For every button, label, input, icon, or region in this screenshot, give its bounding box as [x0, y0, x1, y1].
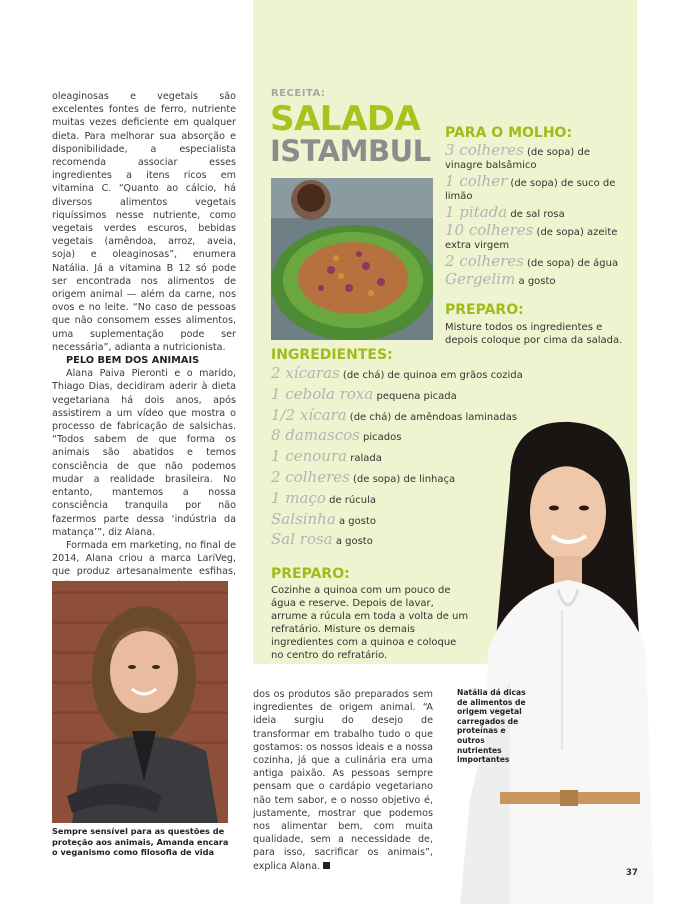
- list-item: 1 cebola roxa pequena picada: [271, 384, 457, 403]
- recipe-title-line2: ISTAMBUL: [270, 134, 431, 168]
- list-item: 1 cenoura ralada: [271, 447, 382, 466]
- preparation-heading: PREPARO:: [271, 566, 350, 582]
- recipe-label: RECEITA:: [271, 88, 326, 99]
- photo-caption: Sempre sensível para as questões de proteção aos animais, Amanda encara o veganismo como filosofia de vida: [52, 826, 229, 857]
- photo-caption: Natália dá dicas de alimentos de origem vegetal carregados de proteínas e outros nutrientes importantes: [457, 688, 526, 765]
- preparation-text: Cozinhe a quinoa com um pouco de água e reserve. Depois de lavar, arrume a rúcula em toda a volta de um refratário. Misture os demais ingredientes com a quinoa e coloque no centro do refratário.: [271, 585, 469, 661]
- list-item: Salsinha a gosto: [271, 509, 376, 528]
- photo-alana: [52, 581, 228, 823]
- list-item: 1 pitada de sal rosa: [445, 203, 565, 221]
- article-paragraph: oleaginosas e vegetais são excelentes fontes de ferro, nutriente muitas vezes deficiente em qualquer dieta. Para melhorar sua absorção e disponibilidade, a especialista recomenda associar esses ingredientes a itens ricos em vitamina C. “Quanto ao cálcio, há diversos alimentos vegetais riquíssimos nesse nutriente, como vegetais verdes escuros, bebidas vegetais (amêndoa, arroz, aveia, soja) e oleaginosas”, enumera Natália. Já a vitamina B 12 só pode ser encontrada nos alimentos de origem animal — além da carne, nos ovos e no leite. “No caso de pessoas que não consomem esses alimentos, uma suplementação pode ser necessária”, adianta a nutricionista.: [52, 91, 236, 353]
- list-item: 2 xícaras (de chá) de quinoa em grãos cozida: [271, 364, 523, 382]
- list-item: 10 colheres (de sopa) azeite extra virgem: [445, 221, 618, 251]
- list-item: 1 colher (de sopa) de suco de limão: [445, 172, 616, 202]
- list-item: 2 colheres (de sopa) de linhaça: [271, 467, 456, 486]
- recipe-title-line1: SALADA: [270, 99, 421, 139]
- list-item: Gergelim a gosto: [445, 270, 556, 288]
- list-item: 1/2 xícara (de chá) de amêndoas laminadas: [271, 405, 518, 424]
- list-item: 2 colheres (de sopa) de água: [445, 252, 619, 270]
- list-item: Sal rosa a gosto: [271, 530, 373, 549]
- page-number: 37: [626, 868, 638, 878]
- list-item: 3 colheres (de sopa) de vinagre balsâmico: [445, 141, 590, 171]
- preparation-heading: PREPARO:: [445, 302, 524, 318]
- list-item: 8 damascos picados: [271, 426, 402, 445]
- end-of-article-icon: [323, 862, 330, 869]
- sauce-heading: PARA O MOLHO:: [445, 125, 573, 141]
- list-item: 1 maço de rúcula: [271, 488, 376, 507]
- article-paragraph: Formada em marketing, no final de 2014, Alana criou a marca LariVeg, que produz artesanalmente esfihas,: [52, 539, 236, 578]
- article-paragraph: dos os produtos são preparados sem ingredientes de origem animal. “A ideia surgiu do desejo de transformar em trabalho tudo o que gostamos: os nossos ideais e a nossa cozinha, já que a culinária era uma antiga paixão. As pessoas sempre pensam que o cardápio vegetariano não tem sabor, e o nosso objetivo é, justamente, mostrar que podemos nos alimentar bem, com muita qualidade, sem a necessidade de, para isso, sacrificar os animais”, explica Alana.: [253, 689, 433, 872]
- article-middle-column: [253, 688, 433, 873]
- article-paragraph: Alana Paiva Pieronti e o marido, Thiago Dias, decidiram aderir à dieta vegetariana há dois anos, após assistirem a um vídeo que mostra o processo de fabricação de salsichas. “Todos sabem de que forma os animais são abatidos e temos consciência de que não podemos mudar a realidade brasileira. No entanto, mantemos a nossa consciência tranquila por não fazermos parte dessa ‘indústria da matança’”, diz Alana.: [52, 368, 236, 538]
- photo-natalia: [440, 420, 687, 904]
- sauce-ingredients: [445, 125, 625, 291]
- section-subheading: PELO BEM DOS ANIMAIS: [66, 355, 200, 367]
- article-left-column: [52, 90, 236, 592]
- preparation-text: Misture todos os ingredientes e depois coloque por cima da salada.: [445, 322, 623, 346]
- sauce-preparation: [445, 302, 625, 347]
- salad-photo: [271, 178, 433, 340]
- ingredients-heading: INGREDIENTES:: [271, 347, 393, 363]
